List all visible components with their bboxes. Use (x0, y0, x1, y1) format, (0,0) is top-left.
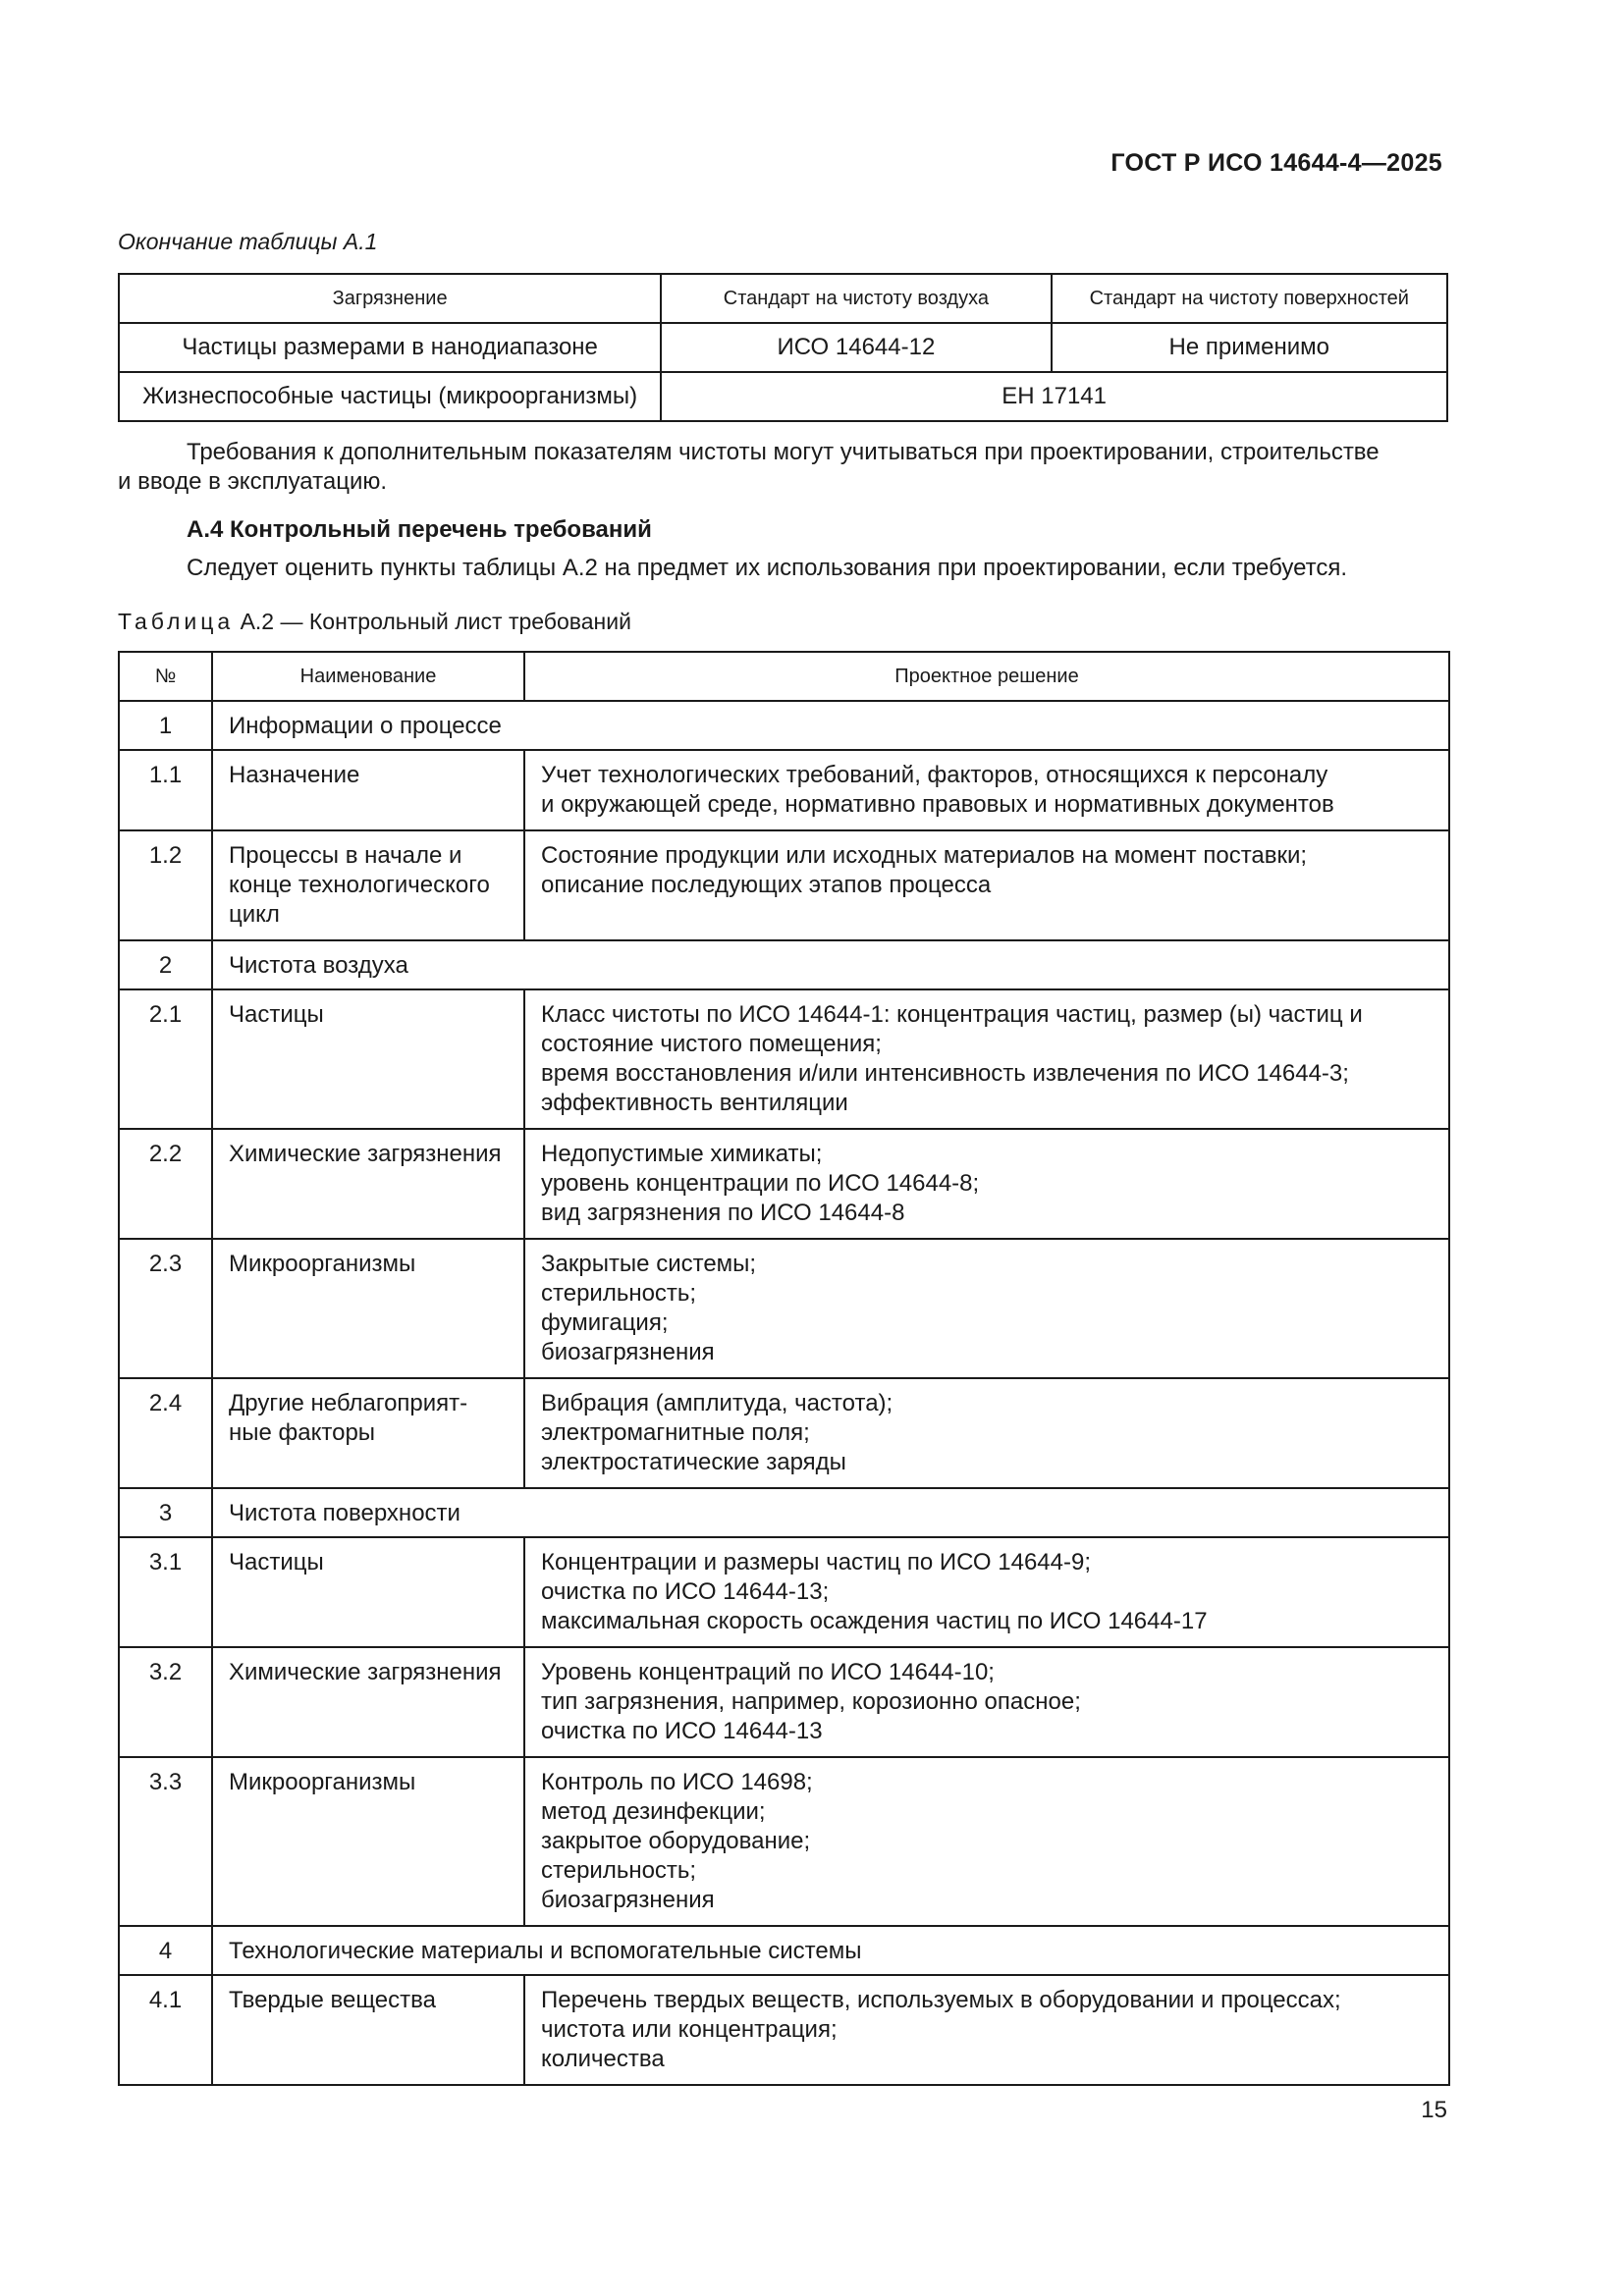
section-title: Чистота поверхности (212, 1488, 1449, 1537)
table-section-row (119, 1488, 1449, 1537)
table-row (119, 1537, 1449, 1647)
row-number: 3.1 (119, 1537, 212, 1647)
table-section-row (119, 940, 1449, 989)
solution-line: закрытое оборудование; (541, 1828, 811, 1854)
solution-line: уровень концентрации по ИСО 14644-8; (541, 1170, 980, 1197)
table-row (119, 750, 1449, 830)
table-cell: Жизнеспособные частицы (микроорганизмы) (119, 372, 661, 421)
row-number: 1 (119, 701, 212, 750)
table-row (119, 1378, 1449, 1488)
table-a2-caption (118, 609, 631, 635)
solution-line: Класс чистоты по ИСО 14644-1: концентрация частиц, размер (ы) частиц и (541, 1001, 1363, 1028)
row-number: 3.3 (119, 1757, 212, 1926)
row-solution (524, 1129, 1449, 1239)
row-number: 4.1 (119, 1975, 212, 2085)
table-a2-col-name: Наименование (212, 652, 524, 701)
solution-line: электростатические заряды (541, 1449, 846, 1475)
solution-line: Концентрации и размеры частиц по ИСО 14644-9; (541, 1549, 1092, 1575)
row-name: Микроорганизмы (212, 1239, 524, 1378)
solution-line: описание последующих этапов процесса (541, 872, 992, 898)
row-name: Химические загрязнения (212, 1647, 524, 1757)
solution-line: фумигация; (541, 1309, 669, 1336)
solution-line: электромагнитные поля; (541, 1419, 810, 1446)
table-row (119, 830, 1449, 940)
page-number: 15 (1421, 2097, 1447, 2123)
solution-line: Уровень концентраций по ИСО 14644-10; (541, 1659, 995, 1685)
solution-line: Вибрация (амплитуда, частота); (541, 1390, 893, 1416)
table-row (119, 1757, 1449, 1926)
row-number: 4 (119, 1926, 212, 1975)
row-solution (524, 1537, 1449, 1647)
table-cell: ИСО 14644-12 (661, 323, 1051, 372)
row-solution (524, 830, 1449, 940)
row-number: 1.1 (119, 750, 212, 830)
table-a1-col-surface-standard: Стандарт на чистоту поверхностей (1052, 274, 1447, 323)
table-row (119, 989, 1449, 1129)
table-row (119, 372, 1447, 421)
table-a2-col-number: № (119, 652, 212, 701)
solution-line: Перечень твердых веществ, используемых в оборудовании и процессах; (541, 1987, 1341, 2013)
row-number: 2 (119, 940, 212, 989)
solution-line: максимальная скорость осаждения частиц по ИСО 14644-17 (541, 1608, 1208, 1634)
table-a2-col-solution: Проектное решение (524, 652, 1449, 701)
table-cell: ЕН 17141 (661, 372, 1447, 421)
row-solution (524, 1239, 1449, 1378)
solution-line: тип загрязнения, например, корозионно опасное; (541, 1688, 1081, 1715)
solution-line: Контроль по ИСО 14698; (541, 1769, 813, 1795)
solution-line: Состояние продукции или исходных материалов на момент поставки; (541, 842, 1308, 869)
row-name: Назначение (212, 750, 524, 830)
row-solution (524, 1378, 1449, 1488)
solution-line: метод дезинфекции; (541, 1798, 766, 1825)
table-a1-col-air-standard: Стандарт на чистоту воздуха (661, 274, 1051, 323)
row-solution (524, 1757, 1449, 1926)
table-a2-caption-word: Таблица (118, 609, 235, 634)
table-row (119, 1647, 1449, 1757)
row-number: 2.3 (119, 1239, 212, 1378)
table-section-row (119, 1926, 1449, 1975)
row-name: Химические загрязнения (212, 1129, 524, 1239)
table-section-row (119, 701, 1449, 750)
paragraph-line: и вводе в эксплуатацию. (118, 468, 388, 495)
section-heading: А.4 Контрольный перечень требований (187, 516, 652, 543)
table-a2-body (119, 701, 1449, 2085)
row-solution (524, 1647, 1449, 1757)
row-name: Другие неблагоприят- ные факторы (212, 1378, 524, 1488)
table-row (119, 1975, 1449, 2085)
solution-line: биозагрязнения (541, 1339, 715, 1365)
solution-line: Закрытые системы; (541, 1251, 757, 1277)
solution-line: и окружающей среде, нормативно правовых и нормативных документов (541, 791, 1334, 818)
row-number: 2.1 (119, 989, 212, 1129)
solution-line: эффективность вентиляции (541, 1090, 848, 1116)
row-solution (524, 750, 1449, 830)
solution-line: чистота или концентрация; (541, 2016, 838, 2043)
row-name: Частицы (212, 1537, 524, 1647)
table-a2 (118, 651, 1450, 2086)
table-row (119, 1129, 1449, 1239)
table-row (119, 1239, 1449, 1378)
paragraph-section-text (118, 554, 1448, 583)
solution-line: стерильность; (541, 1857, 697, 1884)
table-a1-caption: Окончание таблицы А.1 (118, 229, 378, 254)
row-number: 3.2 (119, 1647, 212, 1757)
row-solution (524, 1975, 1449, 2085)
row-number: 1.2 (119, 830, 212, 940)
row-name: Частицы (212, 989, 524, 1129)
row-name: Твердые вещества (212, 1975, 524, 2085)
row-name: Процессы в начале и конце технологического цикл (212, 830, 524, 940)
solution-line: очистка по ИСО 14644-13 (541, 1718, 823, 1744)
document-standard-header: ГОСТ Р ИСО 14644-4—2025 (1110, 149, 1442, 177)
solution-line: вид загрязнения по ИСО 14644-8 (541, 1200, 905, 1226)
solution-line: биозагрязнения (541, 1887, 715, 1913)
table-a1 (118, 273, 1448, 422)
table-a1-col-contamination: Загрязнение (119, 274, 661, 323)
section-title: Информации о процессе (212, 701, 1449, 750)
row-number: 3 (119, 1488, 212, 1537)
row-solution (524, 989, 1449, 1129)
paragraph-line: Требования к дополнительным показателям чистоты могут учитываться при проектировании, строительстве (187, 439, 1380, 465)
solution-line: состояние чистого помещения; (541, 1031, 882, 1057)
section-title: Чистота воздуха (212, 940, 1449, 989)
paragraph-additional-requirements (118, 438, 1448, 497)
table-a1-header-row (119, 274, 1447, 323)
paragraph-line: Следует оценить пункты таблицы А.2 на предмет их использования при проектировании, если требуется. (187, 555, 1347, 581)
row-number: 2.2 (119, 1129, 212, 1239)
solution-line: Недопустимые химикаты; (541, 1141, 823, 1167)
table-cell: Частицы размерами в нанодиапазоне (119, 323, 661, 372)
section-title: Технологические материалы и вспомогательные системы (212, 1926, 1449, 1975)
row-name: Микроорганизмы (212, 1757, 524, 1926)
table-row (119, 323, 1447, 372)
solution-line: очистка по ИСО 14644-13; (541, 1578, 830, 1605)
solution-line: стерильность; (541, 1280, 697, 1307)
row-number: 2.4 (119, 1378, 212, 1488)
solution-line: Учет технологических требований, факторов, относящихся к персоналу (541, 762, 1328, 788)
solution-line: количества (541, 2046, 665, 2072)
solution-line: время восстановления и/или интенсивность извлечения по ИСО 14644-3; (541, 1060, 1349, 1087)
table-a2-caption-text: А.2 — Контрольный лист требований (240, 609, 631, 634)
table-cell: Не применимо (1052, 323, 1447, 372)
table-a2-header-row (119, 652, 1449, 701)
